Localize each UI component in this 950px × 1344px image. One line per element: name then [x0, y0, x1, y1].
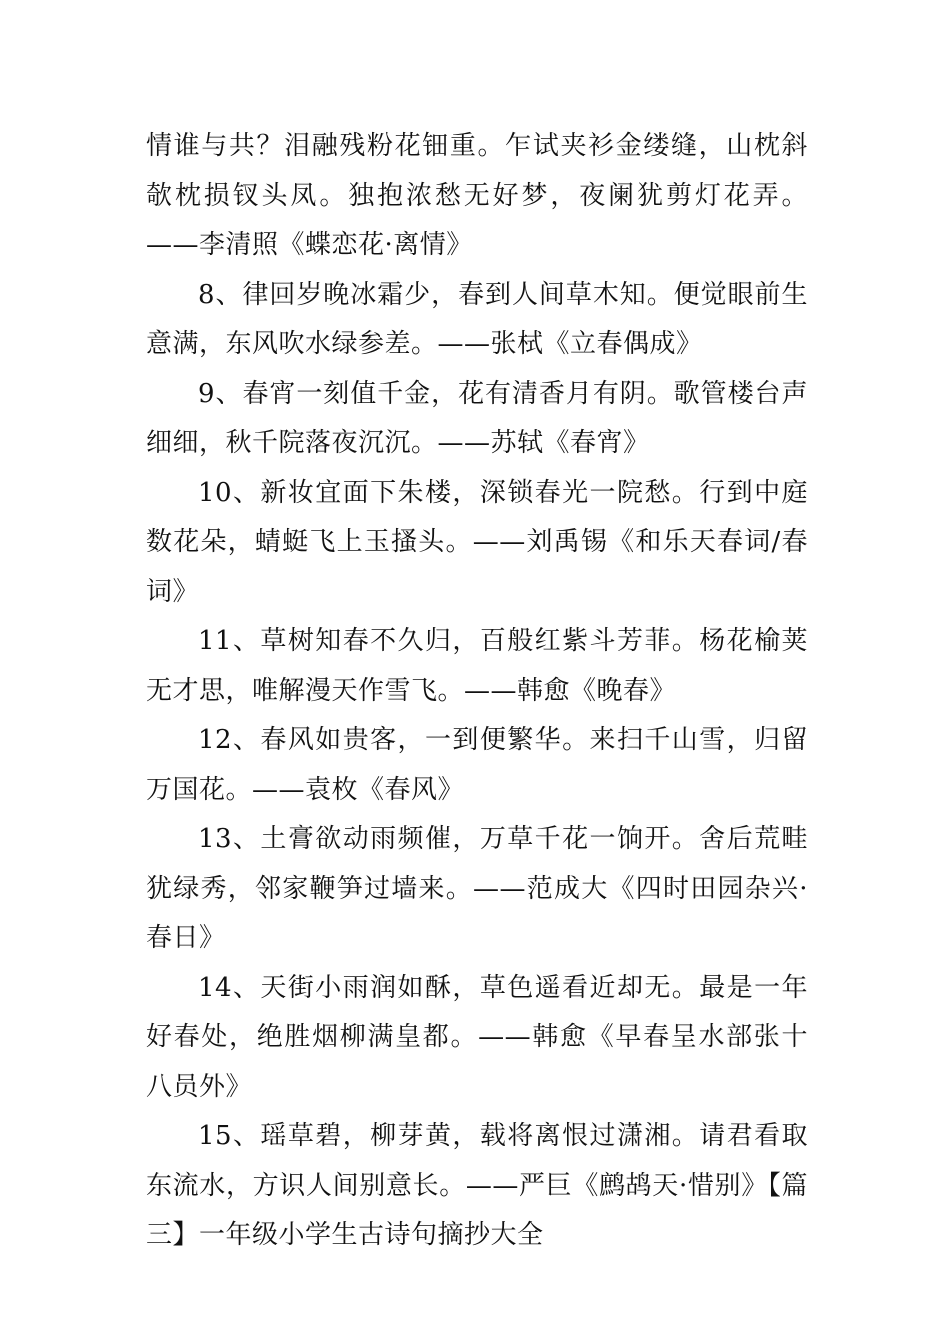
poem-paragraph-13: 13、土膏欲动雨频催，万草千花一饷开。舍后荒畦犹绿秀，邻家鞭笋过墙来。——范成大《四时田园杂兴·春日》 [146, 824, 808, 953]
document-body [146, 122, 808, 1261]
poem-paragraph-continued: 情谁与共？泪融残粉花钿重。乍试夹衫金缕缝，山枕斜欹枕损钗头凤。独抱浓愁无好梦，夜阑犹剪灯花弄。——李清照《蝶恋花·离情》 [146, 131, 808, 260]
poem-paragraph-9: 9、春宵一刻值千金，花有清香月有阴。歌管楼台声细细，秋千院落夜沉沉。——苏轼《春宵》 [146, 378, 808, 458]
poem-paragraph-15: 15、瑶草碧，柳芽黄，载将离恨过潇湘。请君看取东流水，方识人间别意长。——严巨《鹧鸪天·惜别》【篇三】一年级小学生古诗句摘抄大全 [146, 1121, 808, 1250]
poem-paragraph-12: 12、春风如贵客，一到便繁华。来扫千山雪，归留万国花。——袁枚《春风》 [146, 725, 808, 805]
poem-paragraph-14: 14、天街小雨润如酥，草色遥看近却无。最是一年好春处，绝胜烟柳满皇都。——韩愈《早春呈水部张十八员外》 [146, 972, 808, 1102]
poem-paragraph-8: 8、律回岁晚冰霜少，春到人间草木知。便觉眼前生意满，东风吹水绿参差。——张栻《立春偶成》 [146, 279, 808, 359]
poem-paragraph-11: 11、草树知春不久归，百般红紫斗芳菲。杨花榆荚无才思，唯解漫天作雪飞。——韩愈《晚春》 [146, 626, 808, 706]
poem-paragraph-10: 10、新妆宜面下朱楼，深锁春光一院愁。行到中庭数花朵，蜻蜓飞上玉搔头。——刘禹锡《和乐天春词/春词》 [146, 477, 808, 607]
